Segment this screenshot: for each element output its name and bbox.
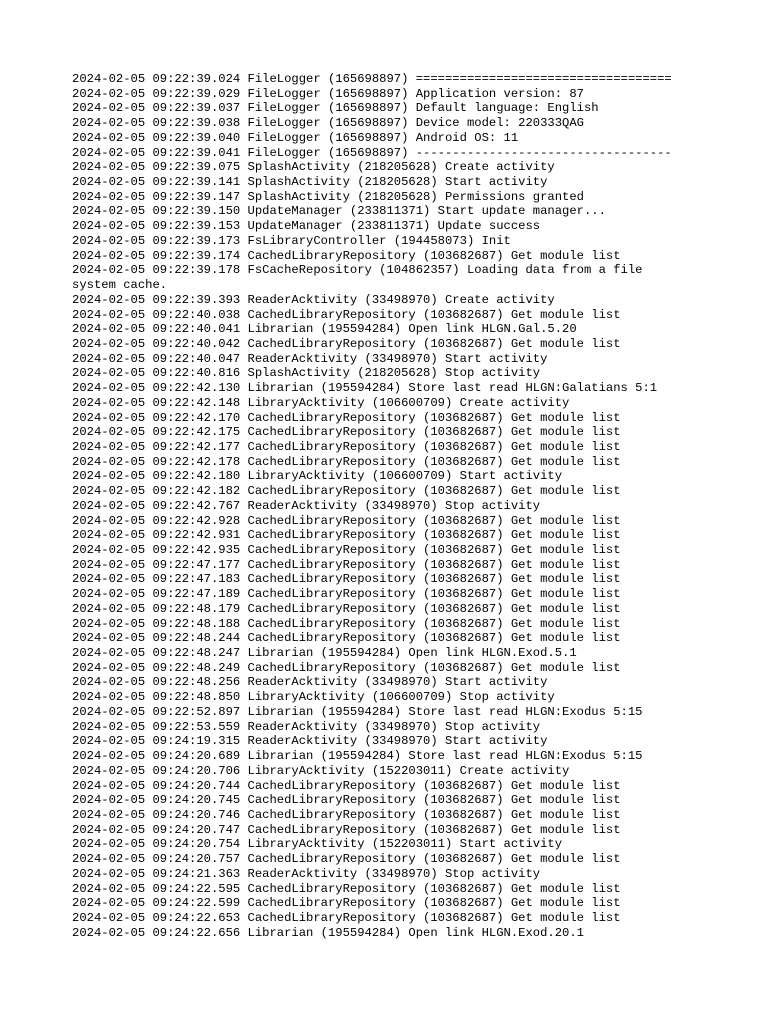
log-line: 2024-02-05 09:22:39.141 SplashActivity (218205628) Start activity xyxy=(72,175,548,190)
log-line: 2024-02-05 09:22:48.244 CachedLibraryRepository (103682687) Get module list xyxy=(72,631,621,646)
log-line: 2024-02-05 09:22:48.249 CachedLibraryRepository (103682687) Get module list xyxy=(72,660,621,675)
log-line: 2024-02-05 09:22:42.935 CachedLibraryRepository (103682687) Get module list xyxy=(72,543,621,557)
log-line: 2024-02-05 09:24:22.656 Librarian (195594284) Open link HLGN.Exod.20.1 xyxy=(72,925,584,940)
log-line: 2024-02-05 09:22:48.850 LibraryAcktivity (106600709) Stop activity xyxy=(72,690,555,705)
log-line: 2024-02-05 09:22:39.173 FsLibraryController (194458073) Init xyxy=(72,233,511,248)
log-line: 2024-02-05 09:22:40.816 SplashActivity (218205628) Stop activity xyxy=(72,366,541,381)
log-line: 2024-02-05 09:22:48.179 CachedLibraryRepository (103682687) Get module list xyxy=(72,601,621,616)
log-line: 2024-02-05 09:22:42.177 CachedLibraryRepository (103682687) Get module list xyxy=(72,439,621,454)
log-line: 2024-02-05 09:24:21.363 ReaderAcktivity (33498970) Stop activity xyxy=(72,866,541,881)
log-line: 2024-02-05 09:22:39.041 FileLogger (165698897) ----------------------------------- xyxy=(72,145,672,160)
log-line: 2024-02-05 09:22:47.177 CachedLibraryRepository (103682687) Get module list xyxy=(72,557,621,572)
log-line: 2024-02-05 09:22:42.180 LibraryAcktivity (106600709) Start activity xyxy=(72,469,563,484)
log-line: 2024-02-05 09:22:40.041 Librarian (195594284) Open link HLGN.Gal.5.20 xyxy=(72,322,577,337)
log-line: 2024-02-05 09:22:39.150 UpdateManager (233811371) Start update manager... xyxy=(72,204,606,219)
log-line: 2024-02-05 09:22:48.247 Librarian (195594284) Open link HLGN.Exod.5.1 xyxy=(72,646,577,661)
log-line: 2024-02-05 09:22:39.038 FileLogger (165698897) Device model: 220333QAG xyxy=(72,116,584,131)
log-line: 2024-02-05 09:24:20.747 CachedLibraryRepository (103682687) Get module list xyxy=(72,822,621,837)
log-line: 2024-02-05 09:22:42.931 CachedLibraryRepository (103682687) Get module list xyxy=(72,528,621,543)
log-line: 2024-02-05 09:24:20.744 CachedLibraryRepository (103682687) Get module list xyxy=(72,778,621,793)
log-line: 2024-02-05 09:24:22.595 CachedLibraryRepository (103682687) Get module list xyxy=(72,881,621,896)
log-line: 2024-02-05 09:22:52.897 Librarian (195594284) Store last read HLGN:Exodus 5:15 xyxy=(72,704,643,719)
log-line: 2024-02-05 09:22:39.037 FileLogger (165698897) Default language: English xyxy=(72,101,599,116)
log-line: 2024-02-05 09:22:40.042 CachedLibraryRepository (103682687) Get module list xyxy=(72,336,621,351)
log-line: 2024-02-05 09:22:42.928 CachedLibraryRepository (103682687) Get module list xyxy=(72,513,621,528)
log-document xyxy=(72,72,696,940)
log-line: 2024-02-05 09:24:20.757 CachedLibraryRepository (103682687) Get module list xyxy=(72,852,621,867)
log-line: 2024-02-05 09:22:48.188 CachedLibraryRepository (103682687) Get module list xyxy=(72,616,621,631)
log-line: 2024-02-05 09:22:39.040 FileLogger (165698897) Android OS: 11 xyxy=(72,130,519,145)
log-line: 2024-02-05 09:24:22.653 CachedLibraryRepository (103682687) Get module list xyxy=(72,910,621,925)
log-line: 2024-02-05 09:22:42.175 CachedLibraryRepository (103682687) Get module list xyxy=(72,425,621,440)
log-line: 2024-02-05 09:24:20.746 CachedLibraryRepository (103682687) Get module list xyxy=(72,807,621,822)
log-line: 2024-02-05 09:22:48.256 ReaderAcktivity (33498970) Start activity xyxy=(72,675,548,690)
log-line: 2024-02-05 09:24:20.745 CachedLibraryRepository (103682687) Get module list xyxy=(72,793,621,808)
log-line: 2024-02-05 09:24:19.315 ReaderAcktivity (33498970) Start activity xyxy=(72,734,548,749)
log-line: 2024-02-05 09:22:39.174 CachedLibraryRepository (103682687) Get module list xyxy=(72,248,621,263)
log-line: 2024-02-05 09:22:39.024 FileLogger (165698897) =================================== xyxy=(72,72,672,86)
log-line: 2024-02-05 09:24:22.599 CachedLibraryRepository (103682687) Get module list xyxy=(72,896,621,911)
log-line: 2024-02-05 09:22:42.148 LibraryAcktivity (106600709) Create activity xyxy=(72,395,570,410)
log-line: 2024-02-05 09:22:39.153 UpdateManager (233811371) Update success xyxy=(72,219,541,234)
log-line: 2024-02-05 09:22:40.038 CachedLibraryRepository (103682687) Get module list xyxy=(72,307,621,322)
log-line: 2024-02-05 09:22:42.130 Librarian (195594284) Store last read HLGN:Galatians 5:1 xyxy=(72,381,658,396)
log-line: 2024-02-05 09:22:40.047 ReaderAcktivity (33498970) Start activity xyxy=(72,351,548,366)
log-line: 2024-02-05 09:24:20.754 LibraryAcktivity (152203011) Start activity xyxy=(72,837,563,852)
log-line: 2024-02-05 09:24:20.689 Librarian (195594284) Store last read HLGN:Exodus 5:15 xyxy=(72,749,643,764)
log-line: 2024-02-05 09:22:39.393 ReaderAcktivity (33498970) Create activity xyxy=(72,292,555,307)
log-line: 2024-02-05 09:22:39.075 SplashActivity (218205628) Create activity xyxy=(72,160,555,175)
log-line: 2024-02-05 09:22:53.559 ReaderAcktivity (33498970) Stop activity xyxy=(72,719,541,734)
log-line: 2024-02-05 09:22:42.182 CachedLibraryRepository (103682687) Get module list xyxy=(72,484,621,499)
log-line: 2024-02-05 09:22:42.178 CachedLibraryRepository (103682687) Get module list xyxy=(72,454,621,469)
log-line: 2024-02-05 09:22:39.147 SplashActivity (218205628) Permissions granted xyxy=(72,189,584,204)
log-line: 2024-02-05 09:22:42.170 CachedLibraryRepository (103682687) Get module list xyxy=(72,410,621,425)
log-line: 2024-02-05 09:24:20.706 LibraryAcktivity (152203011) Create activity xyxy=(72,763,570,778)
log-line: 2024-02-05 09:22:39.029 FileLogger (165698897) Application version: 87 xyxy=(72,86,584,101)
log-line: 2024-02-05 09:22:39.178 FsCacheRepository (104862357) Loading data from a file system cache. xyxy=(72,263,643,293)
log-line: 2024-02-05 09:22:47.189 CachedLibraryRepository (103682687) Get module list xyxy=(72,587,621,602)
log-line: 2024-02-05 09:22:47.183 CachedLibraryRepository (103682687) Get module list xyxy=(72,572,621,587)
log-line: 2024-02-05 09:22:42.767 ReaderAcktivity (33498970) Stop activity xyxy=(72,498,541,513)
